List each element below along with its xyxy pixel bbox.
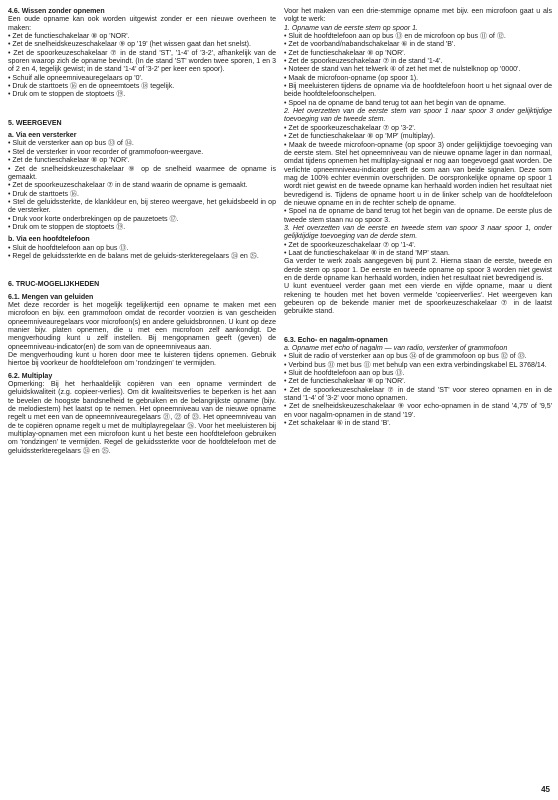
left-column — [8, 8, 276, 456]
bullet-item: • Maak de microfoon-opname (op spoor 1). — [284, 74, 419, 82]
paragraph: Met deze recorder is het mogelijk tegelijkertijd een opname te maken met een microfoon en bijv. een grammofoon omdat de recorder voorzien is van gescheiden opneemniveauregelaars voor microfoon(s) en andere geluidsbronnen. U kunt op deze manier bijv. platen opnemen, die u met een microfoon zelf aankondigt. De mengverhouding kunt u zelf instellen. Bij mengopnamen geeft (geven) de opneemniveau-indicator(en) de som van de opneemniveaus aan. — [8, 301, 276, 351]
bullet-item: • Zet schakelaar ⑥ in de stand 'B'. — [284, 420, 391, 428]
bullet-item: • Schuif alle opneemniveauregelaars op '0'. — [8, 74, 143, 82]
bullet-item: • Sluit de versterker aan op bus ㉝ of ㉞. — [8, 140, 134, 148]
bullet-item: • Maak de tweede microfoon-opname (op spoor 3) onder gelijktijdige toevoeging van de eerste stem. Stel het opneemniveau van de nieuwe opname lager in dan normaal, omdat tijdens opnemen het multiplay-signaal er nog aan toegevoegd gaat worden. De verlichte opneemniveau-indicator geeft de som aan van beide signalen. Deze som mag de 100% echter evenmin overschrijden. De oorspronkelijke opname op spoor 1 wordt niet gewist en de tweede opname kan herhaald worden indien het resultaat niet bevredigend is. Tijdens de opname hoort u in de linker schelp van de hoofdtelefoon de nieuwe opname en in de rechter schelp de opname. — [284, 141, 552, 207]
bullet-item: • Stel de geluidssterkte, de klankkleur en, bij stereo weergave, het geluidsbeeld in op de versterker. — [8, 198, 276, 215]
bullet-item: • Sluit de hoofdtelefoon aan op bus ⑬. — [284, 370, 405, 378]
step-heading: 2. Het overzetten van de eerste stem van spoor 1 naar spoor 3 onder gelijktijdige toevoeging van de tweede stem. — [284, 108, 552, 124]
subsection-heading: 6.3. Echo- en nagalm-opnamen — [284, 336, 388, 344]
paragraph: Ga verder te werk zoals aangegeven bij punt 2. Hierna staan de eerste, tweede en derde stem op spoor 1. De eerste en tweede opname op spoor 3 worden niet gewist en de derde opname kan herhaald worden, indien het resultaat niet bevredigend is. — [284, 258, 552, 282]
bullet-item: • Zet de functieschakelaar ⑧ op 'MP' (multiplay). — [284, 133, 435, 141]
bullet-item: • Zet de snelheidskeuzeschakelaar ⑨ op de snelheid waarmee de opname is gemaakt. — [8, 165, 276, 181]
bullet-item: • Spoel na de opname de band terug tot aan het begin van de opname. — [284, 99, 506, 107]
bullet-item: • Zet de functieschakelaar ⑧ op 'NOR'. — [284, 378, 406, 386]
bullet-item: • Zet de voorband/nabandschakelaar ⑥ in de stand 'B'. — [284, 41, 456, 49]
paragraph: Opmerking: Bij het herhaaldelijk copiëren van een opname vermindert de geluidskwaliteit (z.g. copieer-verlies). Om dit kwaliteitsverlies te beperken is het aan te bevelen de hoogste bandsnelheid te gebruiken en de belangrijkste opname (bijv. de melodiestem) het laatst op te nemen. Het opneemniveau van de nieuwe opname regelt u met een van de opneemniveauregelaars ㉑, ㉒ of ㉓. Het opneemniveau van de te copiëren opname regelt u met de multiplayregelaar ㉖. Voor het meeluisteren bij multiplay-opnamen met een microfoon kunt u het beste een hoofdtelefoon gebruiken om 'rondzingen' te vermijden. Regel de geluidssterkte voor de hoofdtelefoon met de geluidssterkteregelaars ㉔ en ㉕. — [8, 381, 276, 455]
bullet-item: • Sluit de hoofdtelefoon aan op bus ⑬. — [8, 244, 129, 252]
bullet-item: • Druk om te stoppen de stoptoets ⑲. — [8, 91, 126, 99]
bullet-item: • Sluit de hoofdtelefoon aan op bus ⑬ en de microfoon op bus ⑪ of ⑫. — [284, 33, 506, 41]
bullet-item: • Zet de snelheidskeuzeschakelaar ⑨ op '19' (het wissen gaat dan het snelst). — [8, 41, 251, 49]
bullet-item: • Zet de functieschakelaar ⑧ op 'NOR'. — [284, 49, 406, 57]
paragraph: Een oude opname kan ook worden uitgewist zonder er een nieuwe overheen te maken: — [8, 16, 276, 32]
bullet-item: • Druk om te stoppen de stoptoets ⑲. — [8, 223, 126, 231]
bullet-item: • Verbind bus ㉛ met bus ⑪ met behulp van een extra verbindingskabel EL 3768/14. — [284, 361, 547, 369]
bullet-item: • Zet de snelheidskeuzeschakelaar ⑨ voor echo-opnamen in de stand '4,75' of '9,5' en voor nagalm-opnamen in de stand '19'. — [284, 403, 552, 419]
spacer — [8, 261, 276, 281]
subsection-heading: b. Via een hoofdtelefoon — [8, 236, 90, 244]
bullet-item: • Zet de spoorkeuzeschakelaar ⑦ in de stand 'ST' voor stereo opnamen en in de stand '1-4' of '3-2' voor mono opnamen. — [284, 386, 552, 403]
bullet-item: • Laat de functieschakelaar ⑧ in de stand 'MP' staan. — [284, 249, 450, 257]
bullet-item: • Zet de spoorkeuzeschakelaar ⑦ in de stand waarin de opname is gemaakt. — [8, 182, 248, 190]
section-heading: 6. TRUC-MOGELIJKHEDEN — [8, 281, 100, 289]
bullet-item: • Noteer de stand van het telwerk ④ of zet het met de nulstelknop op '0000'. — [284, 66, 521, 74]
bullet-item: • Zet de spoorkeuzeschakelaar ⑦ in de stand 'ST', '1-4' of '3-2', afhankelijk van de sporen waarop zich de opname bevindt. (In de stand 'ST' worden twee sporen, 1 en 3 of 2 en 4, tegelijk gewist; in de stand '1-4' of '3-2' per keer een spoor). — [8, 49, 276, 74]
bullet-item: • Zet de spoorkeuzeschakelaar ⑦ op '3-2'. — [284, 124, 416, 132]
page-number: 45 — [541, 785, 550, 794]
step-heading: 3. Het overzetten van de eerste en tweede stem van spoor 3 naar spoor 1, onder gelijktijdige toevoeging van de derde stem. — [284, 224, 552, 241]
bullet-item: • Zet de spoorkeuzeschakelaar ⑦ op '1-4'. — [284, 241, 416, 249]
spacer — [8, 100, 276, 120]
bullet-item: • Zet de functieschakelaar ⑧ op 'NOR'. — [8, 157, 130, 165]
right-column — [284, 8, 552, 429]
bullet-item: • Sluit de radio of versterker aan op bus ㉞ of de grammofoon op bus ㉜ of ㉝. — [284, 353, 527, 361]
step-heading: 1. Opname van de eerste stem op spoor 1. — [284, 24, 418, 32]
bullet-item: • Zet de spoorkeuzeschakelaar ⑦ in de stand '1-4'. — [284, 58, 443, 66]
bullet-item: • Regel de geluidssterkte en de balans met de geluids-sterkteregelaars ㉔ en ㉕. — [8, 252, 259, 260]
paragraph: U kunt eventueel verder gaan met een vierde en vijfde opname, maar u dient rekening te houden met het boven vermelde 'copieerverlies'. Het weergeven kan gebeuren op de bekende manier met de spoorkeuzeschakelaar ⑦ in de laatst gebruikte stand. — [284, 283, 552, 316]
subsection-heading: 6.2. Multiplay — [8, 372, 53, 380]
bullet-item: • Druk de starttoets ⑯ en de opneemtoets ⑱ tegelijk. — [8, 83, 175, 91]
bullet-item: • Druk voor korte onderbrekingen op de pauzetoets ⑰. — [8, 215, 179, 223]
section-heading: 5. WEERGEVEN — [8, 119, 62, 127]
bullet-item: • Stel de versterker in voor recorder of grammofoon-weergave. — [8, 148, 204, 156]
subsection-heading: 6.1. Mengen van geluiden — [8, 293, 94, 301]
spacer — [284, 317, 552, 337]
step-heading: a. Opname met echo of nagalm — van radio, versterker of grammofoon — [284, 345, 508, 353]
bullet-item: • Zet de functieschakelaar ⑧ op 'NOR'. — [8, 33, 130, 41]
section-heading: 4.6. Wissen zonder opnemen — [8, 8, 105, 15]
subsection-heading: a. Via een versterker — [8, 132, 77, 140]
paragraph: Voor het maken van een drie-stemmige opname met bijv. een microfoon gaat u als volgt te werk: — [284, 8, 552, 24]
paragraph: De mengverhouding kunt u horen door mee te luisteren tijdens opnemen. Gebruik hiertoe bij voorkeur de hoofdtelefoon om 'rondzingen' te vermijden. — [8, 352, 276, 368]
bullet-item: • Druk de starttoets ⑯. — [8, 190, 80, 198]
bullet-item: • Bij meeluisteren tijdens de opname via de hoofdtelefoon hoort u het signaal over de beide hoofdtelefoonschelpen. — [284, 83, 552, 99]
bullet-item: • Spoel na de opname de band terug tot het begin van de opname. De eerste plus de tweede stem staan nu op spoor 3. — [284, 208, 552, 224]
